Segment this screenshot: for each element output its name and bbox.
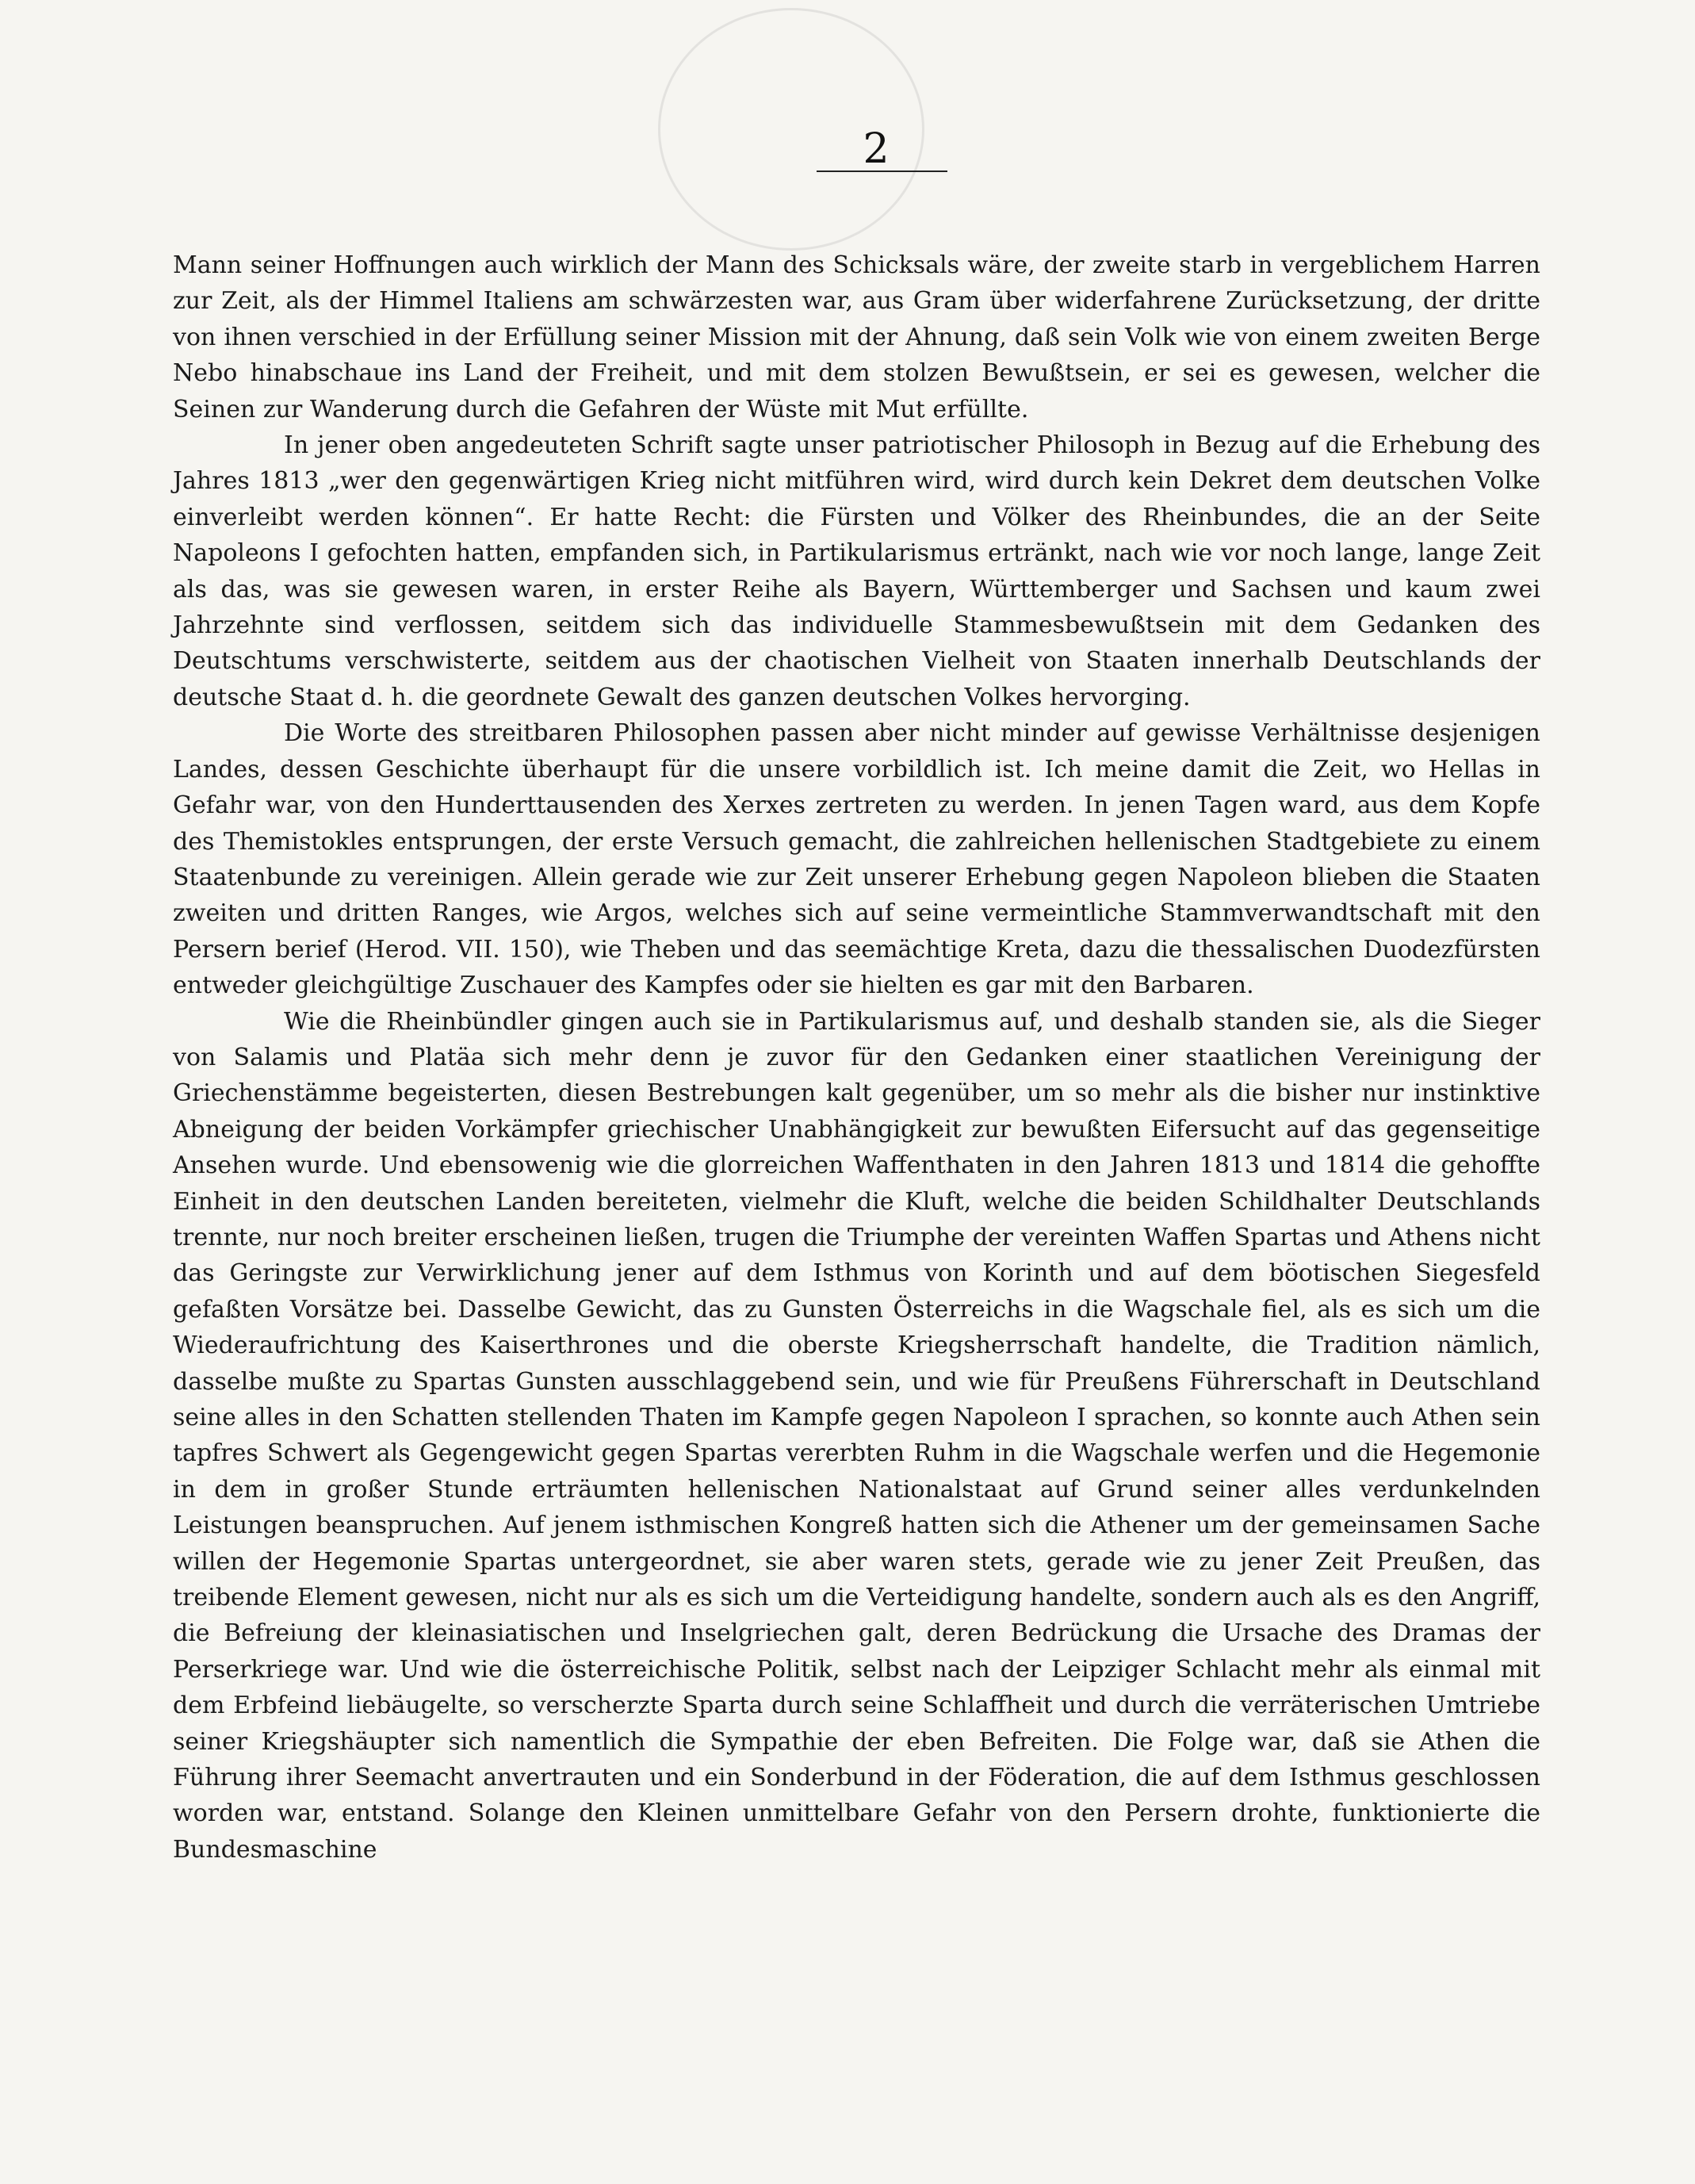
paragraph-1: Mann seiner Hoffnungen auch wirklich der Mann des Schicksals wäre, der zweite starb in vergeblichem Harren zur Zeit, als der Himmel Italiens am schwärzesten war, aus Gram über widerfahrene Zurücksetzung, der dritte von ihnen verschied in der Erfüllung seiner Mission mit der Ahnung, daß sein Volk wie von einem zweiten Berge Nebo hinabschaue ins Land der Freiheit, und mit dem stolzen Bewußtsein, er sei es gewesen, welcher die Seinen zur Wanderung durch die Gefahren der Wüste mit Mut erfüllte. [173,251,1540,423]
paragraph-4: Wie die Rheinbündler gingen auch sie in Partikularismus auf, und deshalb standen sie, als die Sieger von Salamis und Platäa sich mehr denn je zuvor für den Gedanken einer staatlichen Vereinigung der Griechenstämme begeisterten, diesen Bestrebungen kalt gegenüber, um so mehr als die bisher nur instinktive Abneigung der beiden Vorkämpfer griechischer Unabhängigkeit zur bewußten Eifersucht auf das gegenseitige Ansehen wurde. Und ebensowenig wie die glorreichen Waffenthaten in den Jahren 1813 und 1814 die gehoffte Einheit in den deutschen Landen bereiteten, vielmehr die Kluft, welche die beiden Schildhalter Deutschlands trennte, nur noch breiter erscheinen ließen, trugen die Triumphe der vereinten Waffen Spartas und Athens nicht das Geringste zur Verwirklichung jener auf dem Isthmus von Korinth und auf dem böotischen Siegesfeld gefaßten Vorsätze bei. Dasselbe Gewicht, das zu Gunsten Österreichs in die Wagschale fiel, als es sich um die Wiederaufrichtung des Kaiserthrones und die oberste Kriegsherrschaft handelte, die Tradition nämlich, dasselbe mußte zu Spartas Gunsten ausschlaggebend sein, und wie für Preußens Führerschaft in Deutschland seine alles in den Schatten stellenden Thaten im Kampfe gegen Napoleon I sprachen, so konnte auch Athen sein tapfres Schwert als Gegengewicht gegen Spartas vererbten Ruhm in die Wagschale werfen und die Hegemonie in dem in großer Stunde erträumten hellenischen Nationalstaat auf Grund seiner alles verdunkelnden Leistungen beanspruchen. Auf jenem isthmischen Kongreß hatten sich die Athener um der gemeinsamen Sache willen der Hegemonie Spartas untergeordnet, sie aber waren stets, gerade wie zu jener Zeit Preußen, das treibende Element gewesen, nicht nur als es sich um die Verteidigung handelte, sondern auch als es den Angriff, die Befreiung der kleinasiatischen und Inselgriechen galt, deren Bedrückung die Ursache des Dramas der Perserkriege war. Und wie die österreichische Politik, selbst nach der Leipziger Schlacht mehr als einmal mit dem Erbfeind liebäugelte, so verscherzte Sparta durch seine Schlaffheit und durch die verräterischen Umtriebe seiner Kriegshäupter sich namentlich die Sympathie der eben Befreiten. Die Folge war, daß sie Athen die Führung ihrer Seemacht anvertrauten und ein Sonderbund in der Föderation, die auf dem Isthmus geschlossen worden war, entstand. Solange den Kleinen unmittelbare Gefahr von den Persern drohte, funktionierte die Bundesmaschine [173,1007,1540,1864]
page-number-rule [817,171,947,172]
page-number: 2 [863,125,890,173]
paragraph-2: In jener oben angedeuteten Schrift sagte unser patriotischer Philosoph in Bezug auf die Erhebung des Jahres 1813 „wer den gegenwärtigen Krieg nicht mitführen wird, wird durch kein Dekret dem deutschen Volke einverleibt werden können“. Er hatte Recht: die Fürsten und Völker des Rheinbundes, die an der Seite Napoleons I gefochten hatten, empfanden sich, in Partikularismus ertränkt, nach wie vor noch lange, lange Zeit als das, was sie gewesen waren, in erster Reihe als Bayern, Württemberger und Sachsen und kaum zwei Jahrzehnte sind verflossen, seitdem sich das individuelle Stammesbewußtsein mit dem Gedanken des Deutschtums verschwisterte, seitdem aus der chaotischen Vielheit von Staaten innerhalb Deutschlands der deutsche Staat d. h. die geordnete Gewalt des ganzen deutschen Volkes hervorging. [173,431,1540,711]
paragraph-3: Die Worte des streitbaren Philosophen passen aber nicht minder auf gewisse Verhältnisse desjenigen Landes, dessen Geschichte überhaupt für die unsere vorbildlich ist. Ich meine damit die Zeit, wo Hellas in Gefahr war, von den Hunderttausenden des Xerxes zertreten zu werden. In jenen Tagen ward, aus dem Kopfe des Themistokles entsprungen, der erste Versuch gemacht, die zahlreichen hellenischen Stadtgebiete zu einem Staatenbunde zu vereinigen. Allein gerade wie zur Zeit unserer Erhebung gegen Napoleon blieben die Staaten zweiten und dritten Ranges, wie Argos, welches sich auf seine vermeintliche Stammverwandtschaft mit den Persern berief (Herod. VII. 150), wie Theben und das seemächtige Kreta, dazu die thessalischen Duodezfürsten entweder gleichgültige Zuschauer des Kampfes oder sie hielten es gar mit den Barbaren. [173,719,1540,1000]
body-text [173,247,1540,1868]
